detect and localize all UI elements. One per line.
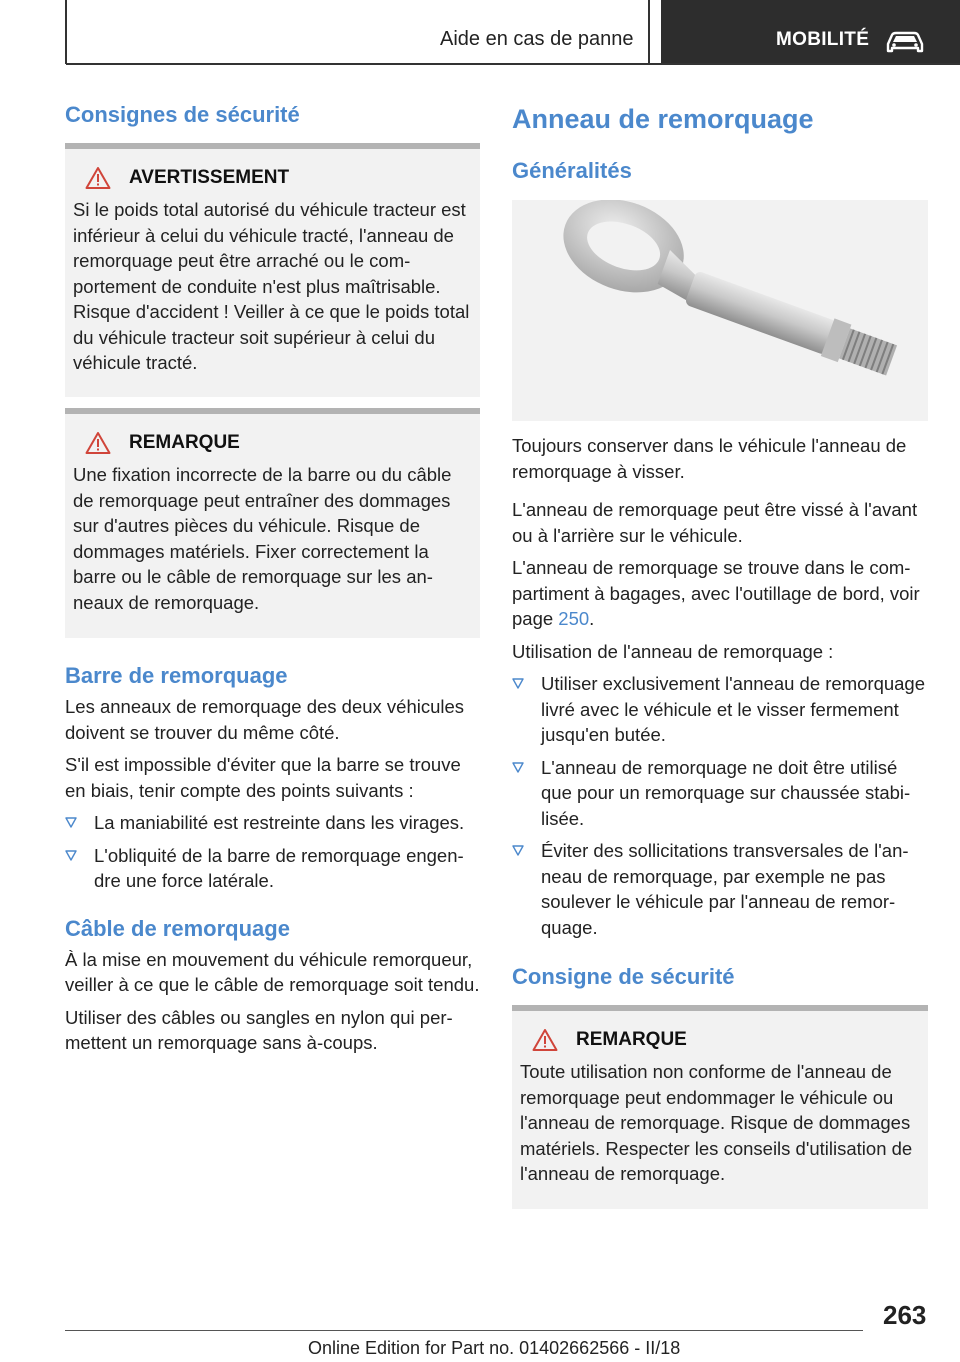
list-item-text: L'anneau de remorquage ne doit être utilisé que pour un remorquage sur chaussée stabilisée. bbox=[541, 756, 911, 829]
general-paragraph-2: L'anneau de remorquage peut être vissé à l'avant ou à l'arrière sur le véhicule. bbox=[512, 499, 918, 546]
list-item bbox=[512, 838, 928, 940]
note-box bbox=[65, 408, 480, 638]
list-item-text: Éviter des sollicitations transversales de l'anneau de remorquage, par exemple ne pas soulever le véhicule par l'anneau de remorquage. bbox=[541, 840, 909, 938]
car-icon bbox=[885, 30, 925, 54]
safety-instructions-title: Consignes de sécurité bbox=[65, 102, 300, 127]
general-paragraph-1: Toujours conserver dans le véhicule l'anneau de remorquage à visser. bbox=[512, 435, 907, 482]
list-item-text: L'obliquité de la barre de remorquage engendre une force latérale. bbox=[94, 844, 464, 891]
header-chapter-label: MOBILITÉ bbox=[776, 29, 870, 50]
tow-cable-paragraph-2: Utiliser des câbles ou sangles en nylon qui permettent un remorquage sans à-coups. bbox=[65, 1006, 453, 1053]
general-paragraph-4: Utilisation de l'anneau de remorquage : bbox=[512, 640, 834, 662]
header-rule bbox=[66, 63, 960, 65]
general-paragraph-3 bbox=[512, 555, 928, 632]
tow-cable-title: Câble de remorquage bbox=[65, 915, 290, 941]
bullet-triangle-icon bbox=[512, 678, 524, 689]
list-item bbox=[512, 671, 928, 748]
safety-instruction-title: Consigne de sécurité bbox=[512, 964, 735, 989]
header-left-divider bbox=[65, 0, 67, 64]
note-label: REMARQUE bbox=[576, 1029, 687, 1050]
warning-box bbox=[65, 143, 480, 397]
bullet-triangle-icon bbox=[512, 762, 524, 773]
page-number: 263 bbox=[883, 1300, 927, 1330]
note-text: Toute utilisation non conforme de l'anneau de remorquage peut endommager le véhicule ou l'anneau de remorquage. Risque de dommages matériels. Respecter les conseils d'utilisation de l'anneau de remorquage. bbox=[520, 1061, 913, 1184]
tow-ring-title: Anneau de remorquage bbox=[512, 104, 814, 134]
list-item-text: Utiliser exclusivement l'anneau de remorquage livré avec le véhicule et le visser fermement jusqu'en butée. bbox=[541, 673, 926, 745]
tow-ring-illustration bbox=[512, 200, 928, 421]
paragraph-3-text: L'anneau de remorquage se trouve dans le compartiment à bagages, avec l'outillage de bord, voir page bbox=[512, 557, 920, 629]
usage-list bbox=[512, 671, 928, 940]
tow-bar-list bbox=[65, 810, 480, 894]
list-item bbox=[512, 755, 928, 832]
right-column bbox=[512, 100, 928, 1209]
bullet-triangle-icon bbox=[65, 817, 77, 828]
tow-bar-paragraph-2: S'il est impossible d'éviter que la barre se trouve en biais, tenir compte des points suivants : bbox=[65, 754, 461, 801]
warning-triangle-icon bbox=[85, 166, 111, 190]
header-mid-divider bbox=[648, 0, 650, 64]
list-item bbox=[65, 843, 480, 894]
note-label: REMARQUE bbox=[129, 432, 240, 453]
warning-label: AVERTISSEMENT bbox=[129, 167, 290, 188]
general-title: Généralités bbox=[512, 158, 632, 183]
footer-edition: Online Edition for Part no. 01402662566 - II/18 bbox=[308, 1338, 681, 1358]
warning-triangle-icon bbox=[532, 1028, 558, 1052]
warning-triangle-icon bbox=[85, 431, 111, 455]
header-section-title: Aide en cas de panne bbox=[440, 28, 634, 50]
tow-cable-paragraph-1: À la mise en mouvement du véhicule remorqueur, veiller à ce que le câble de remorquage soit tendu. bbox=[65, 948, 480, 995]
note-text: Une fixation incorrecte de la barre ou du câble de remorquage peut entraîner des dommages sur d'autres pièces du véhicule. Risque de dommages matériels. Fixer correctement la barre ou le câble de remorquage sur les anneaux de remorquage. bbox=[73, 464, 452, 613]
list-item bbox=[65, 810, 480, 836]
note-box bbox=[512, 1005, 928, 1209]
footer-rule bbox=[65, 1330, 863, 1331]
tow-ring-image bbox=[512, 200, 928, 421]
list-item-text: La maniabilité est restreinte dans les virages. bbox=[94, 812, 465, 833]
bullet-triangle-icon bbox=[512, 845, 524, 856]
left-column bbox=[65, 100, 480, 1056]
paragraph-3-end: . bbox=[589, 608, 595, 629]
tow-bar-paragraph-1: Les anneaux de remorquage des deux véhicules doivent se trouver du même côté. bbox=[65, 696, 465, 743]
page-reference-link[interactable]: 250 bbox=[558, 608, 590, 629]
bullet-triangle-icon bbox=[65, 850, 77, 861]
tow-bar-title: Barre de remorquage bbox=[65, 663, 288, 688]
warning-text: Si le poids total autorisé du véhicule tracteur est inférieur à celui du véhicule tracté, l'anneau de remorquage peut être arraché ou le comportement de conduite n'est plus maîtrisable. Risque d'accident ! Veiller à ce que le poids total du véhicule tracteur soit supérieur à celui du véhicule tracté. bbox=[73, 199, 470, 373]
